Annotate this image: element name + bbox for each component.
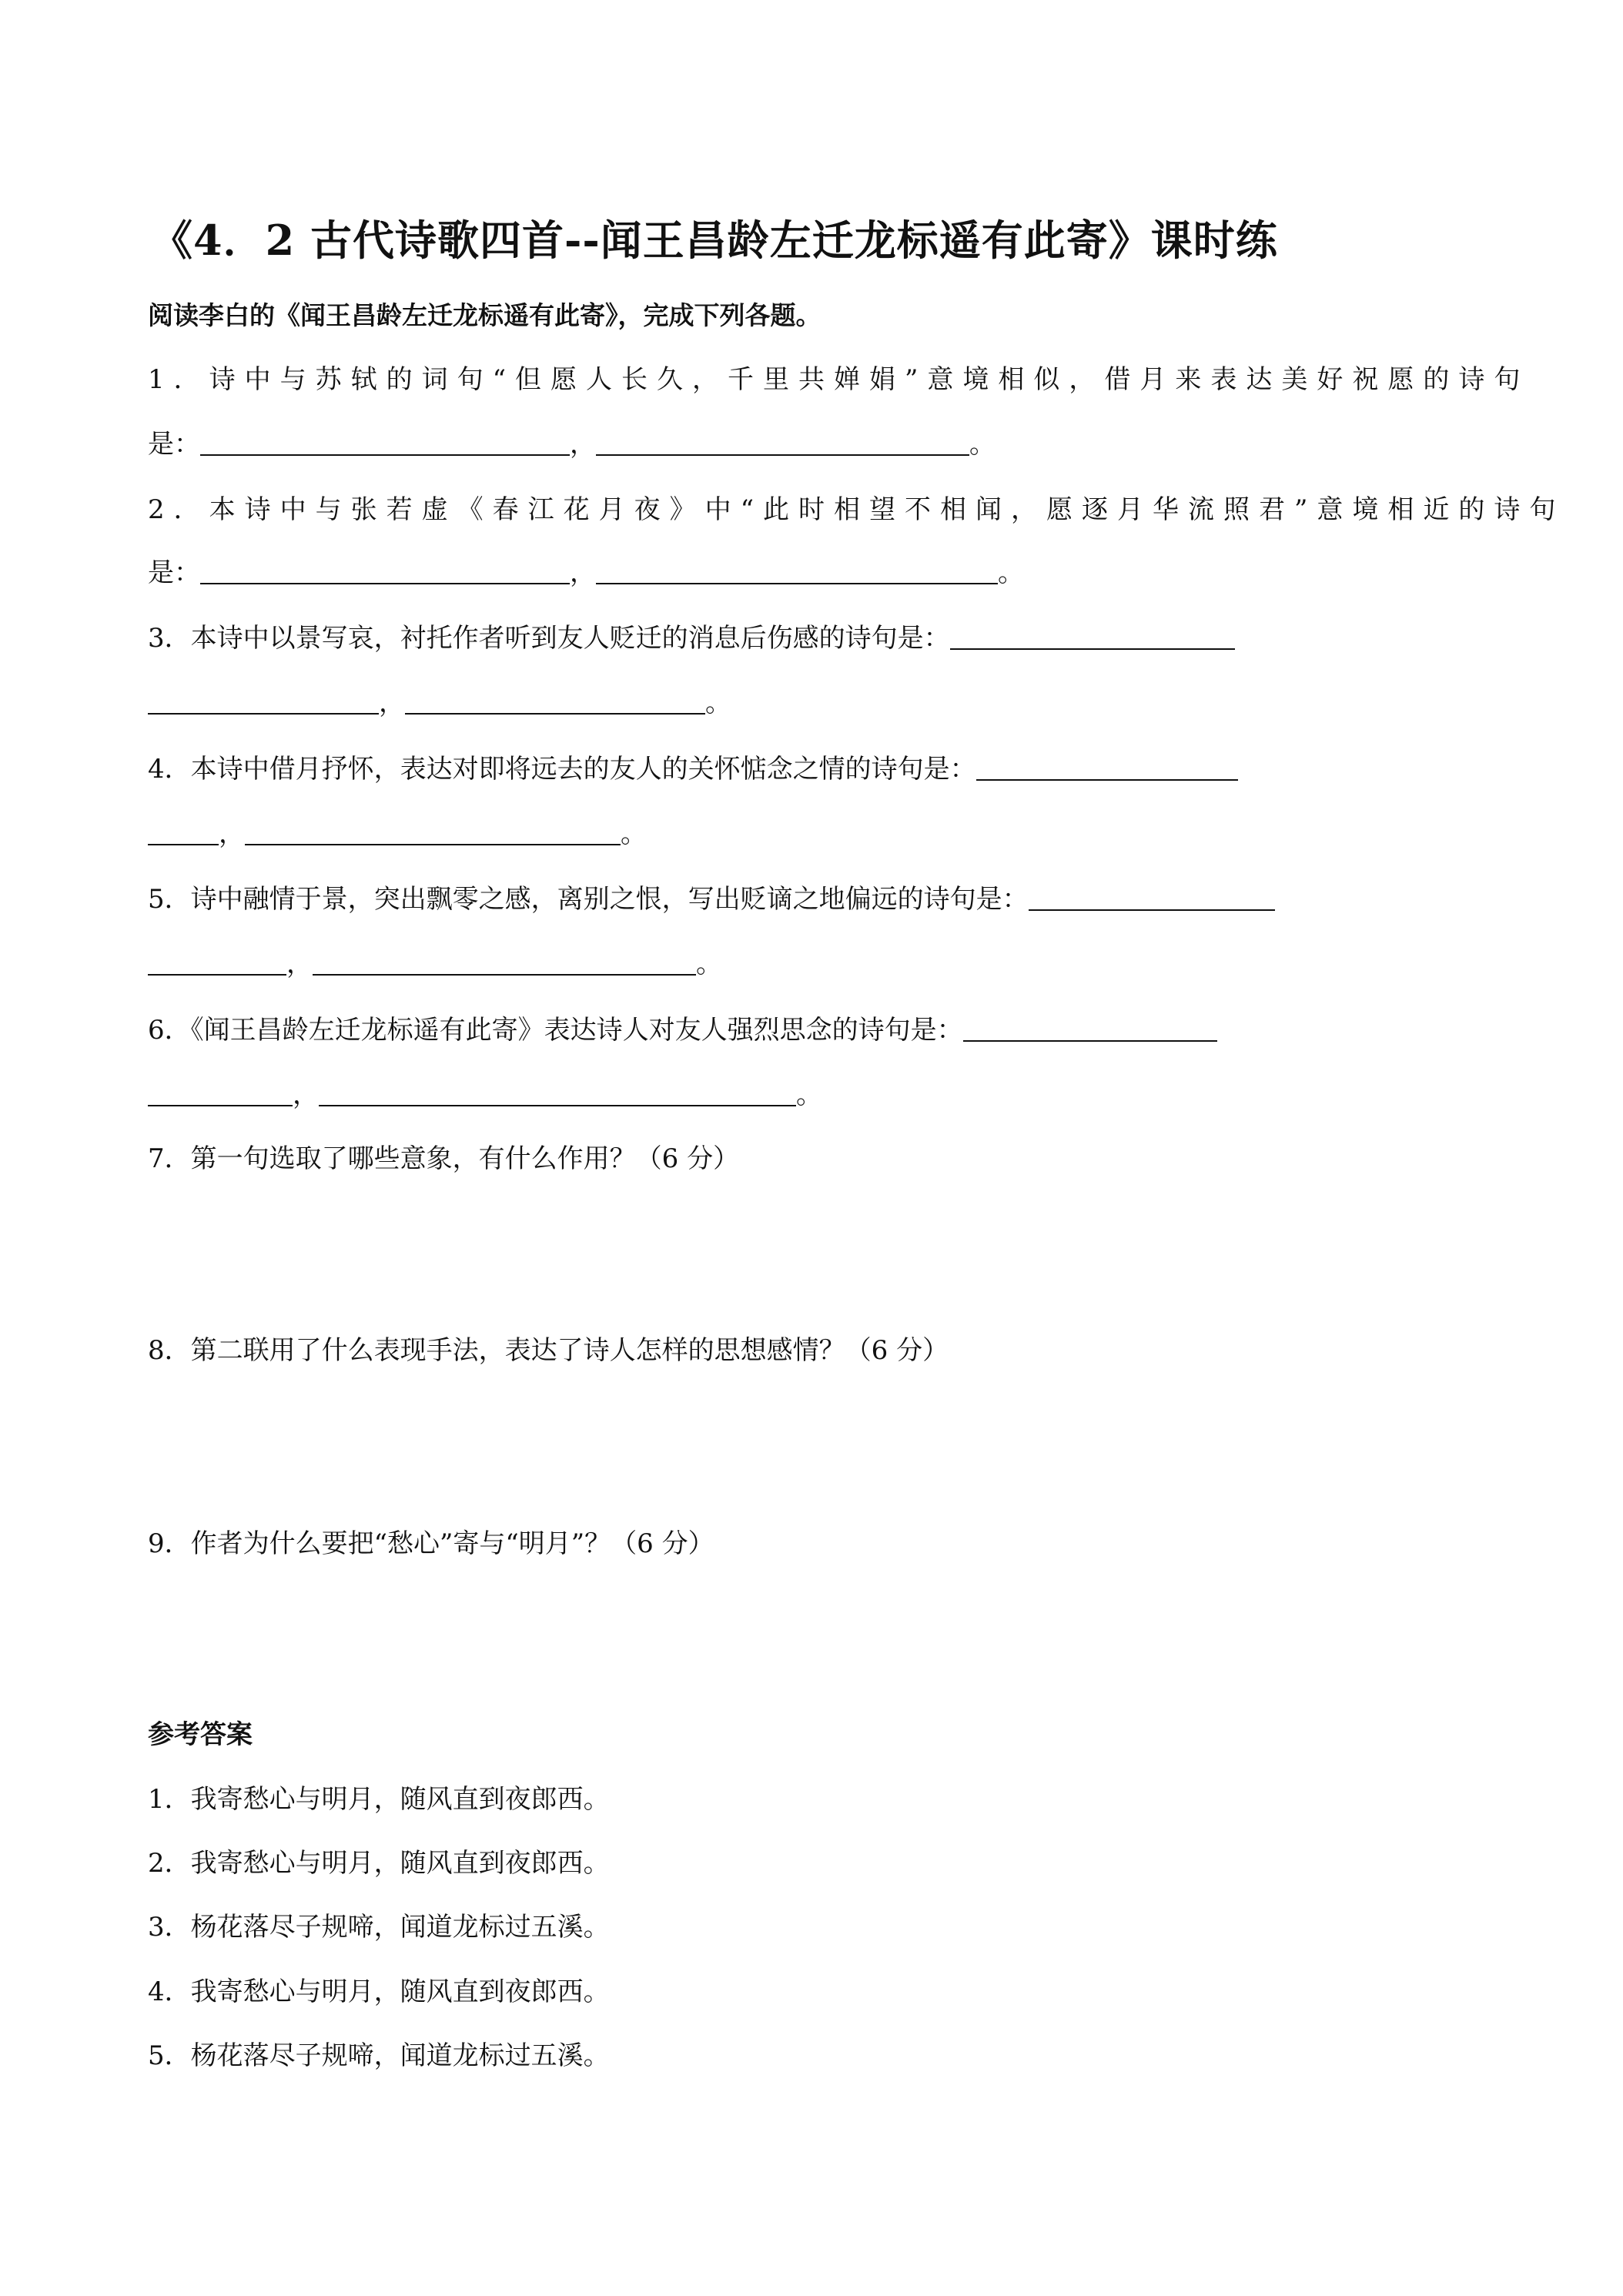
answer-3: 3．杨花落尽子规啼，闻道龙标过五溪。	[148, 1912, 610, 1943]
question-3-blank-a[interactable]	[950, 627, 1235, 650]
question-5-blank-c[interactable]	[313, 952, 696, 976]
question-6-line	[148, 1015, 1217, 1046]
page-title: 《4．2 古代诗歌四首--闻王昌龄左迁龙标遥有此寄》课时练	[151, 216, 1278, 265]
question-2-text: 2．本诗中与张若虚《春江花月夜》中“此时相望不相闻，愿逐月华流照君”意境相近的诗句	[148, 494, 1565, 525]
question-5-answer-line	[148, 951, 722, 977]
answers-heading: 参考答案	[148, 1719, 253, 1750]
question-6-text: 6．《闻王昌龄左迁龙标遥有此寄》表达诗人对友人强烈思念的诗句是：	[148, 1015, 963, 1046]
question-3-end: 。	[705, 688, 731, 718]
question-2-end: 。	[998, 557, 1024, 588]
question-3-answer-line	[148, 690, 731, 716]
question-2-blank-a[interactable]	[200, 561, 570, 584]
question-3-blank-c[interactable]	[405, 691, 705, 715]
question-4-line	[148, 754, 1238, 785]
question-5-blank-a[interactable]	[1029, 888, 1275, 911]
answer-5: 5．杨花落尽子规啼，闻道龙标过五溪。	[148, 2040, 610, 2071]
question-4-sep: ，	[219, 818, 245, 849]
question-3-line	[148, 623, 1235, 654]
question-4-end: 。	[621, 818, 647, 849]
question-1-answer-line	[148, 429, 996, 460]
question-4-blank-b[interactable]	[148, 822, 219, 845]
question-2-answer-line	[148, 557, 1024, 588]
question-6-blank-b[interactable]	[148, 1083, 293, 1106]
question-3-text: 3．本诗中以景写哀，衬托作者听到友人贬迁的消息后伤感的诗句是：	[148, 623, 950, 654]
question-3-blank-b[interactable]	[148, 691, 379, 715]
question-1-prefix: 是：	[148, 429, 200, 460]
question-5-text: 5．诗中融情于景，突出飘零之感，离别之恨，写出贬谪之地偏远的诗句是：	[148, 884, 1029, 915]
question-6-answer-line	[148, 1079, 822, 1110]
question-1-end: 。	[969, 429, 996, 460]
question-6-end: 。	[796, 1079, 822, 1110]
question-1-text: 1．诗中与苏轼的词句“但愿人长久，千里共婵娟”意境相似，借月来表达美好祝愿的诗句	[148, 364, 1530, 395]
question-8-text: 8．第二联用了什么表现手法，表达了诗人怎样的思想感情？（6 分）	[148, 1335, 949, 1366]
reading-instruction: 阅读李白的《闻王昌龄左迁龙标遥有此寄》，完成下列各题。	[148, 300, 822, 330]
question-6-sep: ，	[293, 1079, 319, 1110]
question-1-blank-a[interactable]	[200, 433, 570, 456]
question-5-sep: ，	[286, 949, 313, 979]
question-2-sep: ，	[570, 557, 596, 588]
answer-4: 4．我寄愁心与明月，随风直到夜郎西。	[148, 1976, 610, 2007]
question-1-sep: ，	[570, 429, 596, 460]
question-6-blank-c[interactable]	[319, 1083, 796, 1106]
question-2-blank-b[interactable]	[596, 561, 998, 584]
question-1-blank-b[interactable]	[596, 433, 969, 456]
answer-1: 1．我寄愁心与明月，随风直到夜郎西。	[148, 1784, 610, 1815]
question-4-blank-a[interactable]	[976, 758, 1238, 781]
question-9-text: 9．作者为什么要把“愁心”寄与“明月”？（6 分）	[148, 1528, 714, 1559]
question-7-text: 7．第一句选取了哪些意象，有什么作用？（6 分）	[148, 1143, 740, 1174]
question-5-line	[148, 884, 1275, 915]
question-4-text: 4．本诗中借月抒怀，表达对即将远去的友人的关怀惦念之情的诗句是：	[148, 754, 976, 785]
question-2-prefix: 是：	[148, 557, 200, 588]
question-4-blank-c[interactable]	[245, 822, 621, 845]
question-6-blank-a[interactable]	[963, 1019, 1217, 1042]
question-5-end: 。	[696, 949, 722, 979]
question-4-answer-line	[148, 818, 647, 849]
question-5-blank-b[interactable]	[148, 952, 286, 976]
question-3-sep: ，	[379, 688, 405, 718]
answer-2: 2．我寄愁心与明月，随风直到夜郎西。	[148, 1848, 610, 1879]
